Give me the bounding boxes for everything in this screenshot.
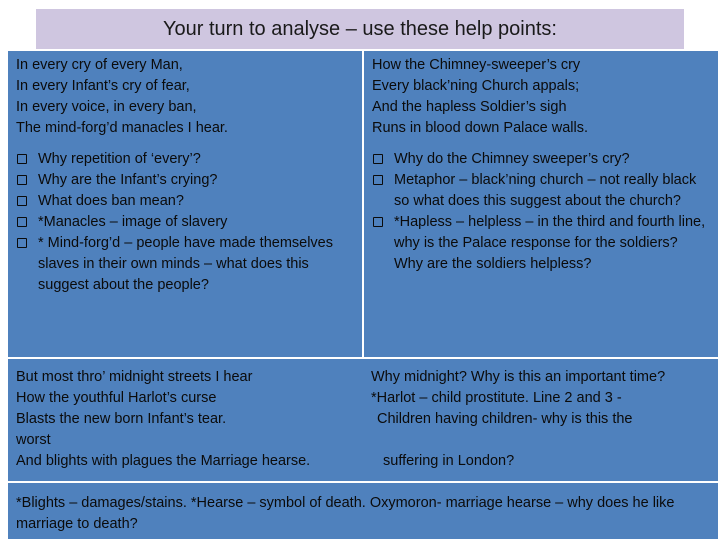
poem-line: And the hapless Soldier’s sigh <box>372 99 567 115</box>
help-point <box>372 212 710 275</box>
checkbox-bullet-icon <box>17 238 27 248</box>
checkbox-bullet-icon <box>17 154 27 164</box>
poem-line: Every black’ning Church appals; <box>372 78 580 94</box>
help-point-text: *Hapless – helpless – in the third and fourth line, why is the Palace response for the soldiers? Why are the soldiers helpless? <box>394 214 706 272</box>
poem-line: In every cry of every Man, <box>16 57 183 73</box>
help-point-text: Metaphor – black’ning church – not really black so what does this suggest about the church? <box>394 172 697 209</box>
stanza-two-lines <box>372 55 710 139</box>
help-point <box>16 212 354 233</box>
help-point-text: Why repetition of ‘every’? <box>38 151 201 167</box>
stanza-one-panel <box>8 51 362 357</box>
stanza-one-help-points <box>16 149 354 296</box>
checkbox-bullet-icon <box>373 217 383 227</box>
help-point-text: What does ban mean? <box>38 193 184 209</box>
help-point-text: Why are the Infant’s crying? <box>38 172 218 188</box>
help-point <box>16 233 354 296</box>
poem-line: worst <box>16 432 51 448</box>
note-line <box>371 430 716 451</box>
stanza-two-panel <box>364 51 718 357</box>
note-line: suffering in London? <box>383 453 515 469</box>
help-point <box>372 149 710 170</box>
poem-line: Runs in blood down Palace walls. <box>372 120 589 136</box>
note-line: *Harlot – child prostitute. Line 2 and 3 - <box>371 390 622 406</box>
checkbox-bullet-icon <box>17 175 27 185</box>
poem-line: How the Chimney-sweeper’s cry <box>372 57 581 73</box>
help-point <box>372 170 710 212</box>
checkbox-bullet-icon <box>17 217 27 227</box>
poem-line: But most thro’ midnight streets I hear <box>16 369 253 385</box>
poem-line: How the youthful Harlot’s curse <box>16 390 217 406</box>
slide-title <box>36 9 684 49</box>
help-point <box>16 170 354 191</box>
glossary-panel <box>8 483 718 539</box>
help-point-text: Why do the Chimney sweeper’s cry? <box>394 151 630 167</box>
poem-line: In every voice, in every ban, <box>16 99 197 115</box>
poem-line: And blights with plagues the Marriage hearse. <box>16 453 311 469</box>
stanza-three-panel <box>8 359 718 481</box>
slide-title-text: Your turn to analyse – use these help points: <box>163 17 557 40</box>
poem-line: Blasts the new born Infant’s tear. <box>16 411 227 427</box>
glossary-text: *Blights – damages/stains. *Hearse – symbol of death. Oxymoron- marriage hearse – why does he like marriage to death? <box>16 495 675 532</box>
note-line: Children having children- why is this the <box>377 411 633 427</box>
checkbox-bullet-icon <box>373 154 383 164</box>
checkbox-bullet-icon <box>373 175 383 185</box>
stanza-two-help-points <box>372 149 710 275</box>
help-point <box>16 191 354 212</box>
stanza-three-lines <box>16 367 376 472</box>
stanza-one-lines <box>16 55 354 139</box>
stanza-three-notes <box>371 367 716 472</box>
checkbox-bullet-icon <box>17 196 27 206</box>
poem-line: In every Infant’s cry of fear, <box>16 78 190 94</box>
help-point-text: *Manacles – image of slavery <box>38 214 228 230</box>
help-point-text: * Mind-forg’d – people have made themselves slaves in their own minds – what does this suggest about the people? <box>38 235 333 293</box>
help-point <box>16 149 354 170</box>
poem-line: The mind-forg’d manacles I hear. <box>16 120 228 136</box>
note-line: Why midnight? Why is this an important time? <box>371 369 666 385</box>
